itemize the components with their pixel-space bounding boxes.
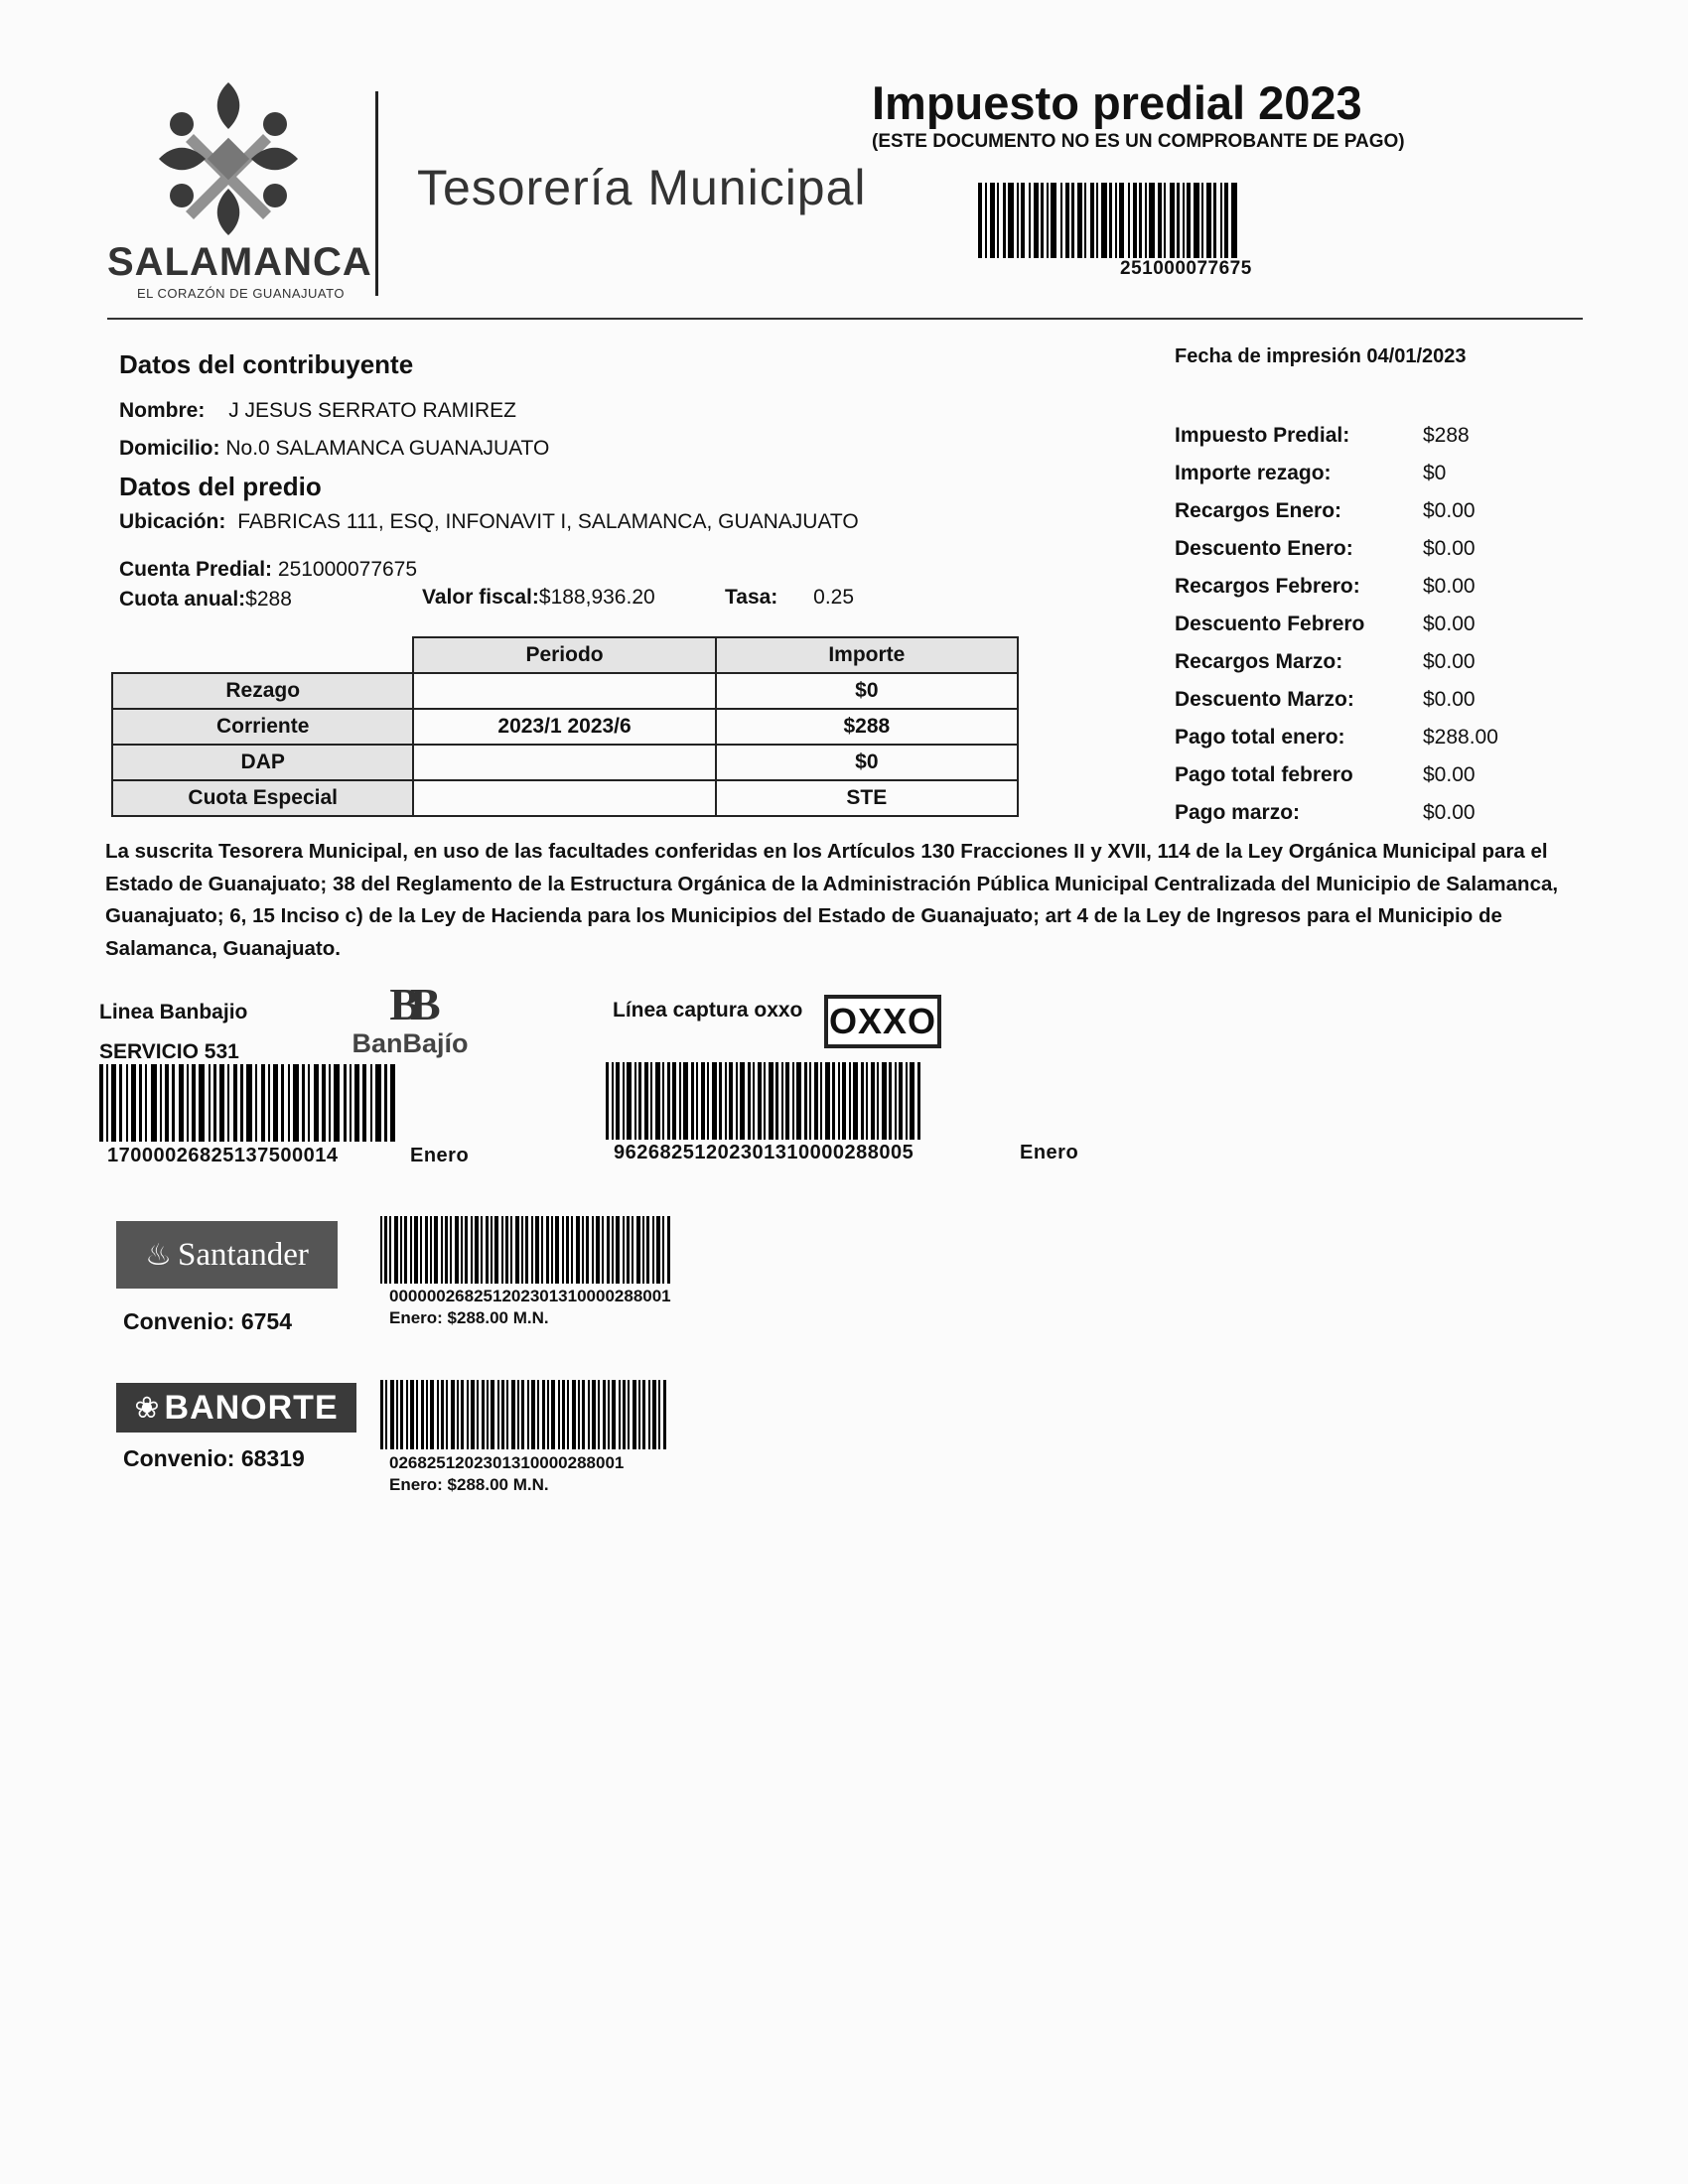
- banbajio-label: Linea Banbajio: [99, 1001, 248, 1024]
- summary-value: $0.00: [1423, 650, 1476, 673]
- table-cell-amount: STE: [716, 780, 1018, 816]
- santander-convenio: Convenio: 6754: [123, 1308, 292, 1334]
- table-header-periodo: Periodo: [413, 637, 715, 673]
- banorte-barcode-number: 0268251202301310000288001: [389, 1453, 625, 1472]
- banbajio-b-icon: BB: [389, 979, 431, 1029]
- document-subtitle: (ESTE DOCUMENTO NO ES UN COMPROBANTE DE PAGO): [872, 131, 1405, 152]
- summary-row: [1175, 568, 1498, 606]
- summary-value: $0.00: [1423, 763, 1476, 786]
- cuota-anual-value: $288: [245, 588, 292, 611]
- table-cell-amount: $0: [716, 673, 1018, 709]
- predio-section-title: Datos del predio: [119, 472, 322, 501]
- santander-barcode: [380, 1216, 756, 1284]
- oxxo-barcode-number: 96268251202301310000288005: [614, 1142, 914, 1163]
- valor-fiscal-label: Valor fiscal:: [422, 586, 539, 609]
- table-header-importe: Importe: [716, 637, 1018, 673]
- periodo-importe-table: [111, 636, 1019, 817]
- table-cell-period: [413, 745, 715, 780]
- summary-row: [1175, 606, 1498, 643]
- cuota-anual-label: Cuota anual:: [119, 588, 246, 611]
- summary-label: Descuento Marzo:: [1175, 688, 1354, 711]
- summary-value: $0.00: [1423, 537, 1476, 560]
- summary-label: Descuento Febrero: [1175, 613, 1365, 635]
- cuenta-predial-label: Cuenta Predial:: [119, 558, 273, 581]
- oxxo-barcode: [606, 1062, 1084, 1140]
- table-cell-concept: Cuota Especial: [112, 780, 413, 816]
- legal-text: La suscrita Tesorera Municipal, en uso de las facultades conferidas en los Artículos 130 Fracciones II y XVII, 114 de la Ley Orgánica Municipal para el Estado de Guanajuato; 38 del Reglamento de la Estructura Orgánica de la Administración Pública Municipal Centralizada del Municipio de Salamanca, Guanajuato; 6, 15 Inciso c) de la Ley de Hacienda para los Municipios del Estado de Guanajuato; art 4 de la Ley de Ingresos para el Municipio de Salamanca, Guanajuato.: [105, 840, 1559, 960]
- table-cell-amount: $288: [716, 709, 1018, 745]
- summary-list: [1175, 417, 1498, 832]
- summary-row: [1175, 756, 1498, 794]
- santander-barcode-number: 000000268251202301310000288001: [389, 1287, 671, 1305]
- header-divider: [375, 91, 378, 296]
- valor-fiscal-value: $188,936.20: [538, 586, 655, 609]
- banorte-detail: Enero: $288.00 M.N.: [389, 1475, 549, 1494]
- valor-fiscal-field: [422, 586, 655, 610]
- summary-row: [1175, 643, 1498, 681]
- table-cell-period: [413, 780, 715, 816]
- tasa-label: Tasa:: [725, 586, 778, 609]
- summary-label: Pago marzo:: [1175, 801, 1301, 824]
- domicilio-field: [119, 437, 549, 461]
- banbajio-barcode-number: 17000026825137500014: [107, 1145, 339, 1166]
- summary-value: $288: [1423, 424, 1470, 447]
- salamanca-logo-tagline: EL CORAZÓN DE GUANAJUATO: [137, 286, 345, 301]
- santander-logo-text: Santander: [177, 1236, 309, 1273]
- table-header-row: [112, 637, 1018, 673]
- print-date: [1175, 345, 1467, 368]
- table-row: [112, 709, 1018, 745]
- domicilio-label: Domicilio:: [119, 437, 220, 460]
- header-barcode: [978, 183, 1390, 258]
- summary-row: [1175, 794, 1498, 832]
- summary-value: $0.00: [1423, 613, 1476, 635]
- table-cell-period: [413, 673, 715, 709]
- table-row: [112, 745, 1018, 780]
- summary-value: $0: [1423, 462, 1447, 484]
- banorte-convenio: Convenio: 68319: [123, 1445, 305, 1471]
- summary-value: $0.00: [1423, 688, 1476, 711]
- banbajio-barcode: [99, 1064, 551, 1142]
- table-row: [112, 673, 1018, 709]
- banbajio-month: Enero: [410, 1145, 470, 1166]
- summary-row: [1175, 417, 1498, 455]
- summary-value: $0.00: [1423, 575, 1476, 598]
- summary-row: [1175, 719, 1498, 756]
- table-cell-concept: Rezago: [112, 673, 413, 709]
- summary-label: Recargos Febrero:: [1175, 575, 1360, 598]
- table-cell-amount: $0: [716, 745, 1018, 780]
- table-row: [112, 780, 1018, 816]
- oxxo-month: Enero: [1020, 1142, 1079, 1163]
- banorte-logo: [116, 1383, 356, 1433]
- banbajio-logo-text: BanBajío: [352, 1028, 469, 1058]
- cuenta-predial-field: [119, 558, 417, 582]
- oxxo-logo: OXXO: [824, 995, 941, 1048]
- department-name: Tesorería Municipal: [417, 160, 867, 215]
- domicilio-value: No.0 SALAMANCA GUANAJUATO: [225, 437, 550, 460]
- salamanca-logo-name: SALAMANCA: [107, 240, 372, 284]
- header-barcode-number: 251000077675: [1120, 258, 1252, 279]
- banorte-barcode: [380, 1380, 758, 1449]
- banbajio-service: SERVICIO 531: [99, 1040, 239, 1063]
- banbajio-logo: [346, 981, 475, 1059]
- summary-label: Recargos Marzo:: [1175, 650, 1343, 673]
- table-cell-period: 2023/1 2023/6: [413, 709, 715, 745]
- header-rule: [107, 318, 1583, 320]
- summary-row: [1175, 681, 1498, 719]
- tasa-value: 0.25: [813, 586, 855, 609]
- ubicacion-value: FABRICAS 111, ESQ, INFONAVIT I, SALAMANCA, GUANAJUATO: [237, 510, 859, 533]
- summary-value: $288.00: [1423, 726, 1498, 749]
- ubicacion-label: Ubicación:: [119, 510, 226, 533]
- summary-label: Pago total febrero: [1175, 763, 1353, 786]
- summary-label: Descuento Enero:: [1175, 537, 1353, 560]
- contribuyente-section-title: Datos del contribuyente: [119, 349, 414, 379]
- nombre-value: J JESUS SERRATO RAMIREZ: [228, 399, 516, 422]
- print-date-value: 04/01/2023: [1366, 345, 1467, 367]
- summary-label: Pago total enero:: [1175, 726, 1345, 749]
- cuenta-predial-value: 251000077675: [277, 558, 418, 581]
- document-title: Impuesto predial 2023: [872, 76, 1362, 129]
- summary-label: Importe rezago:: [1175, 462, 1332, 484]
- summary-label: Recargos Enero:: [1175, 499, 1342, 522]
- banorte-logo-text: BANORTE: [164, 1388, 339, 1427]
- table-cell-concept: DAP: [112, 745, 413, 780]
- santander-detail: Enero: $288.00 M.N.: [389, 1308, 549, 1327]
- summary-label: Impuesto Predial:: [1175, 424, 1350, 447]
- summary-value: $0.00: [1423, 499, 1476, 522]
- banorte-symbol-icon: ❀: [134, 1391, 161, 1425]
- summary-row: [1175, 455, 1498, 492]
- santander-flame-icon: ♨: [145, 1238, 172, 1272]
- summary-row: [1175, 492, 1498, 530]
- summary-value: $0.00: [1423, 801, 1476, 824]
- cuota-anual-field: [119, 588, 292, 612]
- salamanca-emblem-icon: [154, 74, 303, 243]
- ubicacion-field: [119, 510, 859, 534]
- oxxo-label: Línea captura oxxo: [613, 999, 803, 1022]
- santander-logo: [116, 1221, 338, 1289]
- nombre-label: Nombre:: [119, 399, 206, 422]
- summary-row: [1175, 530, 1498, 568]
- nombre-field: [119, 399, 516, 423]
- tasa-field: [725, 586, 854, 610]
- table-cell-concept: Corriente: [112, 709, 413, 745]
- print-date-label: Fecha de impresión: [1175, 345, 1361, 367]
